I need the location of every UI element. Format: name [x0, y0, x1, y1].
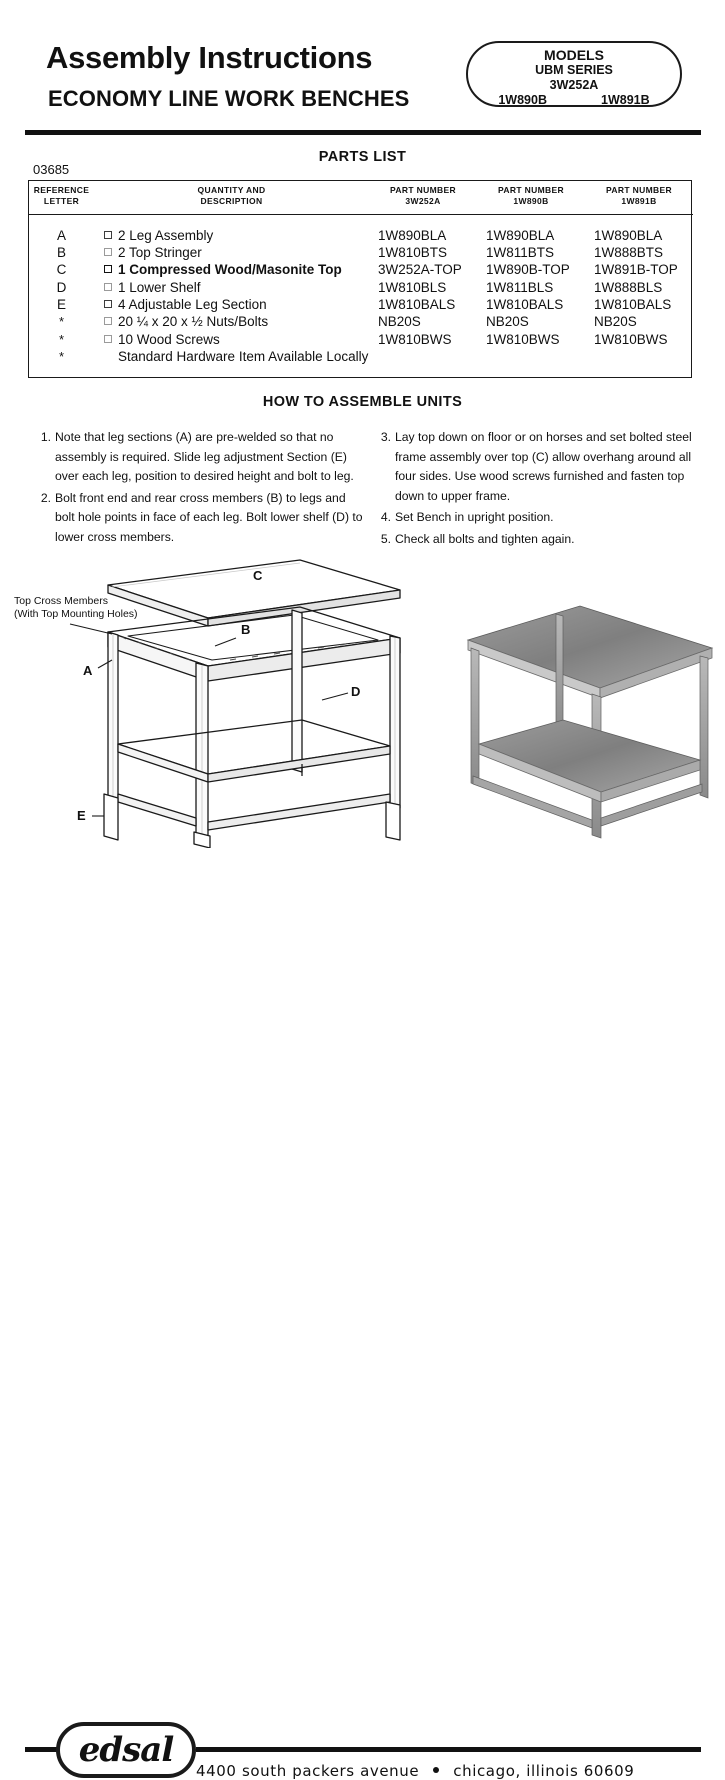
part-number-value — [594, 348, 693, 365]
diagram-svg — [0, 548, 725, 848]
callout-letter-c: C — [253, 568, 263, 583]
models-badge-title: MODELS — [544, 47, 604, 63]
checkbox-icon[interactable] — [104, 283, 112, 291]
part-number-value: 1W810BALS — [378, 297, 456, 313]
step-number: 2. — [40, 490, 51, 505]
step-number: 1. — [40, 430, 51, 444]
column-header-line2: 1W891B — [621, 196, 657, 206]
part-description-row — [104, 348, 369, 365]
checkbox-icon[interactable] — [104, 317, 112, 325]
column-header-description — [94, 181, 369, 214]
table-body-row — [29, 214, 693, 377]
reference-letter: A — [56, 227, 66, 243]
part-number-value: 1W888BTS — [594, 244, 664, 260]
callout-letter-e: E — [77, 808, 86, 823]
column-header-line1: QUANTITY AND — [197, 185, 266, 195]
part-number-value: 1W891B-TOP — [594, 262, 678, 278]
reference-letter: * — [58, 331, 65, 347]
page-footer — [0, 856, 725, 1780]
part-description-text: 1 Lower Shelf — [118, 279, 201, 295]
callout-letter-b: B — [241, 622, 251, 637]
part-number-value: 1W890BLA — [594, 227, 663, 243]
table-header-row — [29, 181, 693, 214]
column-header-line2: 3W252A — [405, 196, 441, 206]
column-header-reference-letter — [29, 181, 94, 214]
edsal-logo — [56, 1722, 196, 1778]
models-badge-code: 3W252A — [549, 78, 599, 92]
column-header-line1: PART NUMBER — [605, 185, 673, 195]
part-number-value: 1W810BWS — [378, 331, 452, 347]
assembly-step — [35, 428, 365, 487]
part-number-value: 1W890BLA — [486, 227, 555, 243]
part-description-text: Standard Hardware Item Available Locally — [118, 349, 369, 365]
reference-letter: D — [56, 279, 67, 295]
part-number-column-3w252a — [369, 214, 477, 377]
callout-letter-a: A — [83, 663, 93, 678]
column-header-line1: PART NUMBER — [389, 185, 457, 195]
part-number-value: 1W811BLS — [486, 279, 554, 295]
part-number-value: 1W890B-TOP — [486, 262, 570, 278]
reference-letter: C — [56, 262, 67, 278]
step-number: 3. — [380, 430, 391, 444]
part-description-row[interactable] — [104, 279, 369, 296]
part-description-text: 4 Adjustable Leg Section — [118, 297, 267, 313]
assembly-step — [35, 489, 365, 548]
exploded-bench-drawing — [104, 560, 400, 848]
column-header-line2: LETTER — [43, 196, 80, 206]
part-number-value: 1W810BALS — [486, 297, 564, 313]
reference-letter-column — [29, 214, 94, 377]
checkbox-icon[interactable] — [104, 265, 112, 273]
reference-letter: B — [56, 244, 66, 260]
address-city: chicago, illinois 60609 — [453, 1762, 635, 1780]
assembly-step — [375, 530, 705, 550]
page-title: Assembly Instructions — [46, 40, 373, 75]
finished-bench-illustration — [468, 606, 712, 838]
part-number-value: 1W810BWS — [486, 331, 560, 347]
step-text: Note that leg sections (A) are pre-welded so that no assembly is required. Slide leg adjustment Section (E) over each leg, position to desired height and bolt to leg. — [55, 430, 354, 483]
part-description-row[interactable] — [104, 296, 369, 313]
part-number-value: NB20S — [486, 314, 529, 330]
part-number-value: NB20S — [594, 314, 637, 330]
assemble-heading: HOW TO ASSEMBLE UNITS — [262, 394, 463, 410]
reference-letter: * — [58, 314, 65, 330]
bench-lower-shelf — [118, 720, 390, 782]
assembly-diagram — [0, 548, 725, 848]
models-badge-model-right: 1W891B — [601, 93, 650, 107]
checkbox-icon[interactable] — [104, 335, 112, 343]
part-description-text: 2 Leg Assembly — [118, 227, 214, 243]
part-number-column-1w890b — [477, 214, 585, 377]
reference-letter: * — [58, 349, 65, 365]
part-number-value — [486, 348, 585, 365]
step-text: Check all bolts and tighten again. — [395, 531, 575, 546]
part-number-value: 1W890BLA — [378, 227, 447, 243]
step-text: Set Bench in upright position. — [395, 510, 554, 524]
reference-letter: E — [56, 297, 66, 313]
part-description-text: 10 Wood Screws — [118, 331, 220, 347]
column-header-line1: REFERENCE — [33, 185, 90, 195]
part-number-value: 1W810BALS — [594, 297, 672, 313]
callout-letter-d: D — [351, 684, 361, 699]
step-text: Lay top down on floor or on horses and set bolted steel frame assembly over top (C) allow overhang around all four sides. Use wood screws furnished and fasten top down to upper frame. — [395, 430, 692, 503]
checkbox-icon[interactable] — [104, 248, 112, 256]
step-text: Bolt front end and rear cross members (B) to legs and bolt hole points in face of each leg. Bolt lower shelf (D) to lower cross members. — [55, 490, 363, 544]
diagram-annotation-line2: (With Top Mounting Holes) — [14, 608, 138, 620]
models-badge-model-row — [468, 93, 680, 107]
part-number-value: 1W810BWS — [594, 331, 668, 347]
part-number-value: 1W810BTS — [378, 244, 448, 260]
part-description-text: 2 Top Stringer — [118, 244, 202, 260]
assembly-steps-right-column — [375, 428, 705, 551]
models-badge-model-left: 1W890B — [498, 93, 547, 107]
part-description-row[interactable] — [104, 261, 369, 278]
part-number-value — [378, 348, 477, 365]
part-number-value: 1W888BLS — [594, 279, 663, 295]
header-divider-rule — [25, 130, 701, 135]
step-number: 5. — [380, 531, 391, 546]
assembly-step — [375, 428, 705, 506]
part-description-row[interactable] — [104, 331, 369, 348]
column-header-line2: 1W890B — [513, 196, 549, 206]
part-description-row[interactable] — [104, 313, 369, 330]
parts-list-heading: PARTS LIST — [318, 149, 407, 165]
parts-list-table — [28, 180, 692, 378]
part-description-text: 1 Compressed Wood/Masonite Top — [118, 262, 342, 278]
page-subtitle: ECONOMY LINE WORK BENCHES — [48, 86, 410, 111]
part-description-row[interactable] — [104, 244, 369, 261]
part-number-value: NB20S — [378, 314, 421, 330]
page-header — [0, 0, 725, 128]
part-description-row[interactable] — [104, 227, 369, 244]
column-header-part-number-3w252a — [369, 181, 477, 214]
column-header-line2: DESCRIPTION — [200, 196, 263, 206]
checkbox-icon[interactable] — [104, 300, 112, 308]
models-badge-series: UBM SERIES — [535, 63, 613, 77]
column-header-line1: PART NUMBER — [497, 185, 565, 195]
assembly-steps-left-column — [35, 428, 365, 549]
step-number: 4. — [380, 510, 391, 524]
column-header-part-number-1w890b — [477, 181, 585, 214]
column-header-part-number-1w891b — [585, 181, 693, 214]
part-number-value: 3W252A-TOP — [378, 262, 462, 278]
footer-rule-right — [196, 1747, 701, 1752]
bullet-separator-icon — [433, 1767, 439, 1773]
description-column — [94, 214, 369, 377]
models-badge — [466, 41, 682, 107]
address-street: 4400 south packers avenue — [196, 1762, 420, 1780]
document-number: 03685 — [33, 162, 70, 177]
company-address — [196, 1762, 634, 1780]
assembly-step — [375, 508, 705, 528]
checkbox-icon[interactable] — [104, 231, 112, 239]
part-number-value: 1W810BLS — [378, 279, 447, 295]
part-description-text: 20 ¼ x 20 x ½ Nuts/Bolts — [118, 314, 269, 330]
part-number-column-1w891b — [585, 214, 693, 377]
edsal-logo-text: edsal — [78, 1730, 174, 1770]
part-number-value: 1W811BTS — [486, 244, 555, 260]
diagram-annotation-line1: Top Cross Members — [14, 595, 108, 607]
